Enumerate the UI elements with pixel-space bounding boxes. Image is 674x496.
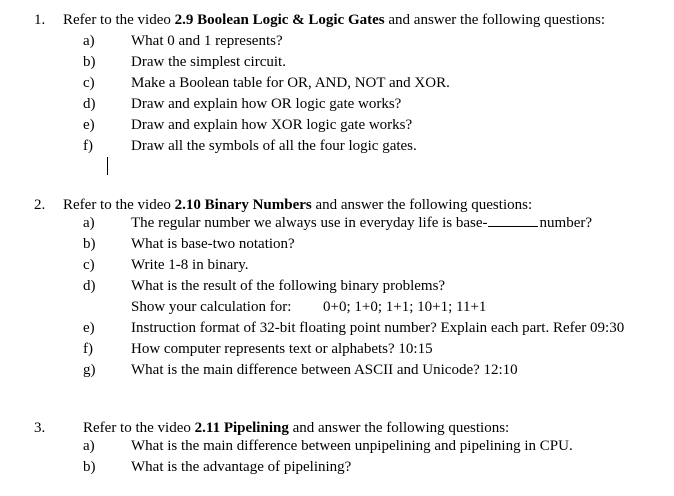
item-text: What is base-two notation?: [131, 236, 295, 252]
item-letter: a): [83, 438, 95, 454]
item-letter: a): [83, 33, 95, 49]
item-letter: b): [83, 236, 96, 252]
list-item: [0, 115, 674, 136]
item-letter: f): [83, 341, 93, 357]
item-text: What is the advantage of pipelining?: [131, 459, 352, 475]
list-item: [0, 255, 674, 276]
item-text-before: The regular number we always use in everyday life is base-: [131, 215, 488, 231]
item-letter: c): [83, 257, 95, 273]
item-text: Draw and explain how OR logic gate works?: [131, 96, 402, 112]
item-letter: d): [83, 96, 96, 112]
item-letter: a): [83, 215, 95, 231]
item-text: [131, 213, 592, 234]
list-item: [0, 94, 674, 115]
item-text: Draw all the symbols of all the four logic gates.: [131, 138, 417, 154]
item-text: What 0 and 1 represents?: [131, 33, 283, 49]
item-letter: e): [83, 320, 95, 336]
question-heading: [63, 10, 605, 31]
item-text: What is the main difference between unpipelining and pipelining in CPU.: [131, 438, 573, 454]
calculation-line: [0, 297, 674, 318]
list-item: [0, 457, 674, 478]
list-item: [0, 436, 674, 457]
video-title: 2.9 Boolean Logic & Logic Gates: [174, 12, 385, 28]
question-number: 2.: [34, 197, 46, 213]
calc-label: Show your calculation for:: [131, 299, 292, 315]
list-item: [0, 318, 674, 339]
question-number: 3.: [34, 420, 46, 436]
heading-suffix: and answer the following questions:: [311, 197, 533, 213]
list-item: [0, 276, 674, 297]
heading-prefix: Refer to the video: [83, 420, 195, 436]
heading-suffix: and answer the following questions:: [288, 420, 510, 436]
item-text: What is the main difference between ASCII and Unicode? 12:10: [131, 362, 518, 378]
video-title: 2.11 Pipelining: [194, 420, 289, 436]
list-item: [0, 136, 674, 157]
heading-suffix: and answer the following questions:: [384, 12, 606, 28]
list-item: [0, 234, 674, 255]
item-letter: c): [83, 75, 95, 91]
item-text: Draw the simplest circuit.: [131, 54, 286, 70]
calc-values: 0+0; 1+0; 1+1; 10+1; 11+1: [323, 299, 487, 315]
item-text: How computer represents text or alphabets? 10:15: [131, 341, 433, 357]
item-letter: g): [83, 362, 96, 378]
video-title: 2.10 Binary Numbers: [174, 197, 312, 213]
item-letter: d): [83, 278, 96, 294]
list-item: [0, 52, 674, 73]
answer-blank[interactable]: [488, 213, 538, 227]
item-text: What is the result of the following binary problems?: [131, 278, 446, 294]
heading-prefix: Refer to the video: [63, 12, 175, 28]
item-text: Draw and explain how XOR logic gate works?: [131, 117, 413, 133]
list-item: [0, 213, 674, 234]
list-item: [0, 73, 674, 94]
list-item: [0, 31, 674, 52]
item-letter: e): [83, 117, 95, 133]
question-number: 1.: [34, 12, 46, 28]
item-text: Write 1-8 in binary.: [131, 257, 249, 273]
item-letter: b): [83, 459, 96, 475]
text-cursor[interactable]: [107, 157, 108, 175]
item-text: Instruction format of 32-bit floating point number? Explain each part. Refer 09:30: [131, 320, 625, 336]
heading-prefix: Refer to the video: [63, 197, 175, 213]
item-text-after: number?: [539, 215, 593, 231]
list-item: [0, 360, 674, 381]
list-item: [0, 339, 674, 360]
item-letter: f): [83, 138, 93, 154]
item-text: Make a Boolean table for OR, AND, NOT and XOR.: [131, 75, 450, 91]
item-letter: b): [83, 54, 96, 70]
